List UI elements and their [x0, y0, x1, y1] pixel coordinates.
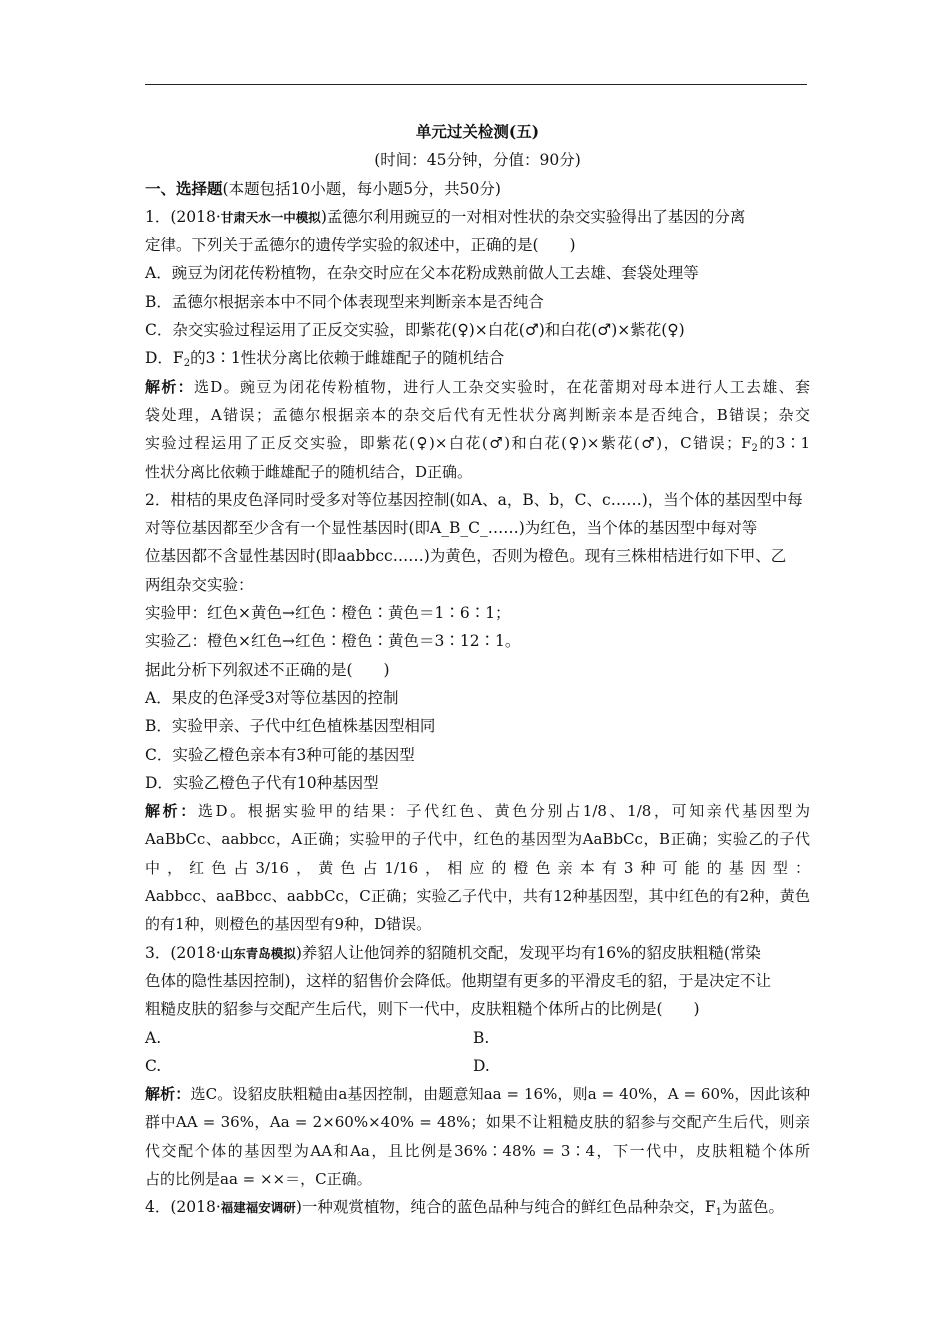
q2-experiment-b: 实验乙：橙色×红色→红色∶橙色∶黄色＝3∶12∶1。: [145, 632, 521, 651]
q2-option-b: B．实验甲亲、子代中红色植株基因型相同: [145, 717, 436, 736]
q1-stem-text: )孟德尔利用豌豆的一对相对性状的杂交实验得出了基因的分离: [320, 207, 746, 226]
q1-d-pre: D．F: [145, 349, 184, 368]
q2-stem-line3: 位基因都不含显性基因时(即aabbcc……)为黄色，否则为橙色。现有三株柑桔进行如下甲、乙: [145, 547, 787, 566]
q1-d-sub: 2: [183, 358, 191, 370]
q1-ana3-post: 的3∶1: [757, 434, 810, 453]
q3-stem-line2: 色体的隐性基因控制)，这样的貂售价会降低。他期望有更多的平滑皮毛的貂，于是决定不让: [145, 971, 772, 990]
q1-analysis-line4: 性状分离比依赖于雌雄配子的随机结合，D正确。: [145, 462, 473, 481]
q2-analysis-line5: 的有1种，则橙色的基因型有9种，D错误。: [145, 915, 432, 934]
q1-option-c: C．杂交实验过程运用了正反交实验，即紫花(♀)×白花(♂)和白花(♂)×紫花(♀): [145, 321, 685, 340]
q3-number: 3．(2018·: [145, 943, 221, 962]
q2-analysis-line2: AaBbCc、aabbcc，A正确；实验甲的子代中，红色的基因型为AaBbCc，B正确；实验乙的子代: [145, 830, 810, 849]
q3-option-b: B.: [473, 1028, 490, 1047]
q3-analysis-line4: 占的比例是aa = ××＝，C正确。: [145, 1169, 372, 1188]
q3-analysis-line3: 代交配个体的基因型为AA和Aa，且比例是36%∶48% = 3∶4，下一代中，皮肤粗糙个体所: [145, 1141, 810, 1160]
q4-stem-sub: 1: [715, 1207, 722, 1219]
q2-stem-line2: 对等位基因都至少含有一个显性基因时(即A_B_C_……)为红色，当个体的基因型中每对等: [145, 519, 758, 538]
q2-option-a: A．果皮的色泽受3对等位基因的控制: [145, 688, 399, 707]
q1-option-d: [145, 344, 810, 372]
section-desc: (本题包括10小题，每小题5分，共50分): [222, 179, 501, 198]
q3-analysis-line1: [145, 1080, 810, 1108]
section-label: 一、选择题: [145, 178, 223, 198]
q1-analysis-text: 选D。豌豆为闭花传粉植物，进行人工杂交实验时，在花蕾期对母本进行人工去雄、套: [193, 377, 810, 396]
document-page: [145, 118, 810, 1222]
q2-experiment-a: 实验甲：红色×黄色→红色∶橙色∶黄色＝1∶6∶1；: [145, 604, 511, 623]
q1-source: 甘肃天水一中模拟: [220, 209, 321, 225]
q3-options-ab: [145, 1024, 810, 1052]
q1-ana3-sub: 2: [751, 443, 758, 455]
q2-analysis-label: 解析：: [145, 802, 198, 821]
q3-option-c: C.: [145, 1056, 162, 1075]
q2-option-c: C．实验乙橙色亲本有3种可能的基因型: [145, 745, 415, 764]
q3-option-d: D.: [473, 1056, 490, 1075]
q3-stem-text: )养貂人让他饲养的貂随机交配，发现平均有16%的貂皮肤粗糙(常染: [295, 943, 761, 962]
q1-stem-line2: 定律。下列关于孟德尔的遗传学实验的叙述中，正确的是( ): [145, 236, 576, 255]
q1-analysis-line3: [145, 429, 810, 457]
q3-analysis-label: 解析：: [145, 1085, 191, 1104]
q2-analysis-line4: Aabbcc、aaBbcc、aabbCc，C正确；实验乙子代中，共有12种基因型，其中红色的有2种，黄色: [145, 887, 810, 906]
q3-stem-line1: [145, 939, 810, 967]
q1-d-post: 的3∶1性状分离比依赖于雌雄配子的随机结合: [190, 349, 505, 368]
q1-ana3-pre: 实验过程运用了正反交实验，即紫花(♀)×白花(♂)和白花(♀)×紫花(♂)，C错误；F: [145, 434, 752, 453]
section-heading: [145, 175, 810, 203]
q4-number: 4．(2018·: [145, 1198, 221, 1217]
q3-option-a: A.: [145, 1028, 162, 1047]
q1-analysis-line2: 袋处理，A错误；孟德尔根据亲本的杂交后代有无性状分离判断亲本是否纯合，B错误；杂交: [145, 405, 810, 424]
header-rule: [145, 84, 807, 85]
q2-analysis-line3: 中，红色占3/16，黄色占1/16，相应的橙色亲本有3种可能的基因型：: [145, 858, 810, 877]
q1-stem-line1: [145, 203, 810, 231]
q2-option-d: D．实验乙橙色子代有10种基因型: [145, 773, 379, 792]
page-title: 单元过关检测(五): [415, 122, 540, 141]
q3-stem-line3: 粗糙皮肤的貂参与交配产生后代，则下一代中，皮肤粗糙个体所占的比例是( ): [145, 1000, 700, 1019]
q4-stem-post: 为蓝色。: [722, 1198, 785, 1217]
q1-option-a: A．豌豆为闭花传粉植物，在杂交时应在父本花粉成熟前做人工去雄、套袋处理等: [145, 264, 699, 283]
q1-option-b: B．孟德尔根据亲本中不同个体表现型来判断亲本是否纯合: [145, 292, 544, 311]
q3-source: 山东青岛模拟: [220, 945, 296, 961]
q2-stem-line4: 两组杂交实验：: [145, 575, 254, 594]
q3-options-cd: [145, 1052, 810, 1080]
q2-stem-line1: 2．柑桔的果皮色泽同时受多对等位基因控制(如A、a，B、b，C、c……)，当个体的基因型中每: [145, 490, 803, 509]
q2-analysis-text: 选D。根据实验甲的结果：子代红色、黄色分别占1/8、1/8，可知亲代基因型为: [197, 802, 810, 821]
q1-analysis-label: 解析：: [145, 377, 194, 396]
q3-analysis-line2: 群中AA = 36%，Aa = 2×60%×40% = 48%；如果不让粗糙皮肤的貂参与交配产生后代，则亲: [145, 1113, 810, 1132]
q3-analysis-text: 选C。设貂皮肤粗糙由a基因控制，由题意知aa = 16%，则a = 40%，A = 60%，因此该种: [190, 1085, 810, 1104]
q4-stem-text: )一种观赏植物，纯合的蓝色品种与纯合的鲜红色品种杂交，F: [295, 1198, 716, 1217]
q1-number: 1．(2018·: [145, 207, 221, 226]
q2-question: 据此分析下列叙述不正确的是( ): [145, 660, 390, 679]
q4-source: 福建福安调研: [220, 1200, 296, 1216]
q1-analysis-line1: [145, 373, 810, 401]
q2-analysis-line1: [145, 797, 810, 825]
q4-stem-line1: [145, 1193, 810, 1221]
page-subtitle: (时间：45分钟，分值：90分): [374, 151, 581, 170]
